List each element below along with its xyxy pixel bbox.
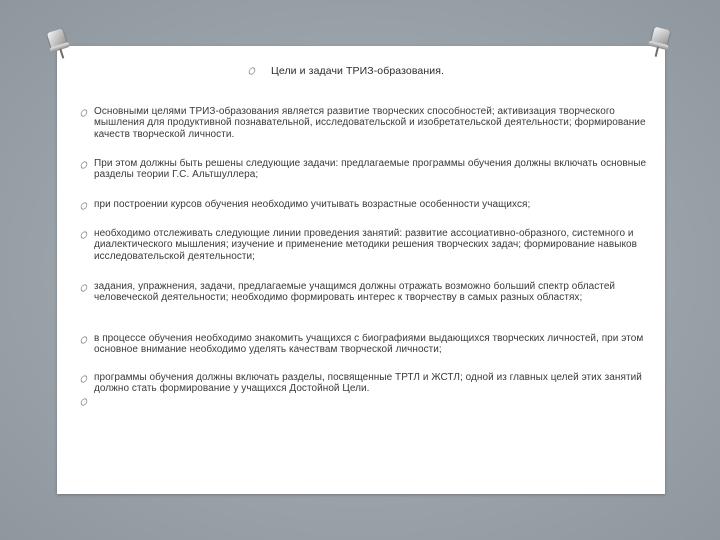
slide-title: [248, 62, 444, 80]
bullet-icon: [79, 230, 88, 240]
list-item: [80, 106, 650, 140]
bullet-icon: [79, 201, 88, 211]
bullet-icon: [247, 66, 256, 76]
bullet-icon: [79, 160, 88, 170]
item-text: При этом должны быть решены следующие задачи: предлагаемые программы обучения должны включать основные разделы теории Г.С. Альтшуллера;: [94, 158, 647, 181]
item-text: Основными целями ТРИЗ-образования является развитие творческих способностей; активизация творческого мышления для продуктивной познавательной, исследовательской и изобретательской деятельности; формирование качеств творческой личности.: [94, 106, 646, 140]
bullet-icon: [79, 283, 88, 293]
list-item: [80, 228, 650, 262]
bullet-icon: [79, 108, 88, 118]
item-text: в процессе обучения необходимо знакомить учащихся с биографиями выдающихся творческих личностей, при этом основное внимание необходимо уделять качествам творческой личности;: [94, 333, 644, 356]
list-item: [80, 281, 650, 304]
bullet-icon: [79, 335, 88, 345]
title-text: Цели и задачи ТРИЗ-образования.: [271, 65, 445, 77]
bullet-icon: [79, 374, 88, 384]
list-item: [80, 333, 650, 356]
item-text: при построении курсов обучения необходимо учитывать возрастные особенности учащихся;: [94, 199, 531, 210]
item-text: программы обучения должны включать разделы, посвященные ТРТЛ и ЖСТЛ; одной из главных целей этих занятий должно стать формирование у учащихся Достойной Цели.: [94, 372, 642, 395]
list-item: [80, 158, 650, 181]
list-item: [80, 372, 650, 395]
item-text: задания, упражнения, задачи, предлагаемые учащимся должны отражать возможно больший спектр областей человеческой деятельности; необходимо формировать интерес к творчеству в самых разных областях;: [94, 281, 616, 304]
item-text: необходимо отслеживать следующие линии проведения занятий: развитие ассоциативно-образного, системного и диалектического мышления; изучение и применение методики решения творческих задач; формирование навыков исследовательской деятельности;: [94, 228, 637, 262]
list-item: [80, 199, 650, 210]
